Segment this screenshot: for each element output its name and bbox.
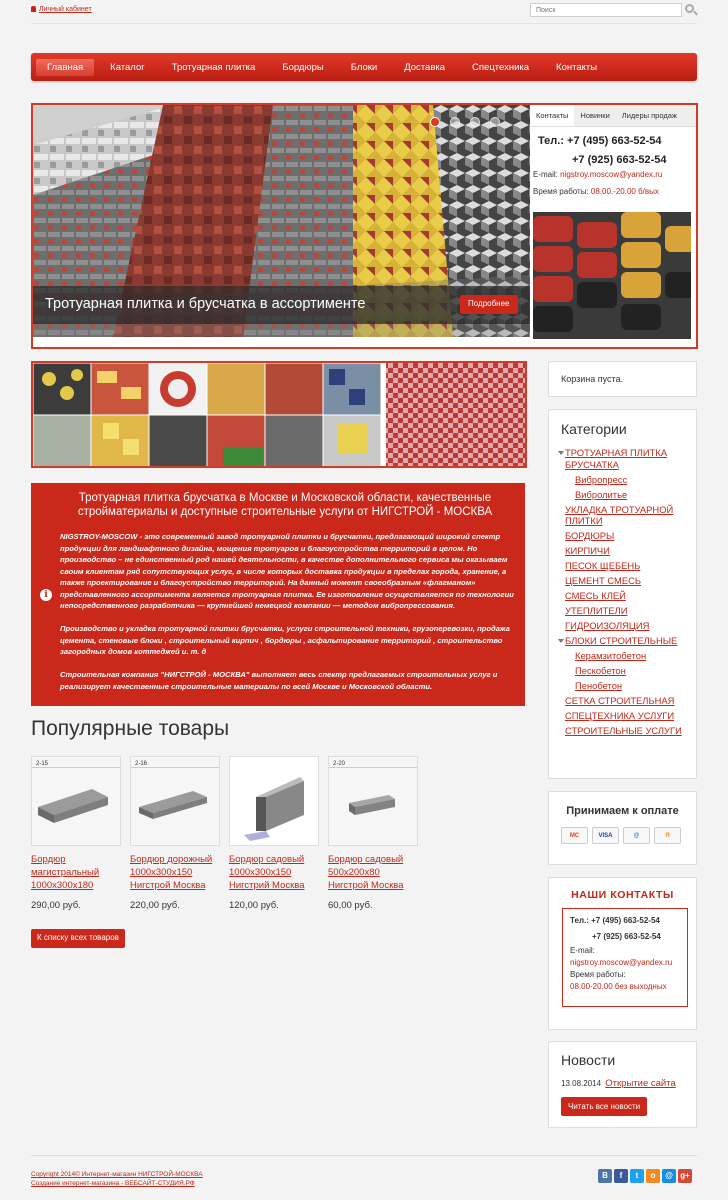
news-item <box>561 1078 696 1089</box>
all-news-button[interactable]: Читать все новости <box>561 1097 647 1116</box>
tab-new[interactable]: Новинки <box>580 111 610 120</box>
nav-item[interactable]: Бордюры <box>282 61 324 73</box>
category-link[interactable]: БЛОКИ СТРОИТЕЛЬНЫЕ <box>565 635 678 646</box>
top-bar <box>0 0 728 22</box>
product-grid <box>31 756 431 911</box>
category-link[interactable]: БОРДЮРЫ <box>565 530 615 541</box>
vk-icon[interactable]: В <box>598 1169 612 1183</box>
hours-label: Время работы: <box>570 970 626 979</box>
category-link[interactable]: СМЕСЬ КЛЕЙ <box>565 590 626 601</box>
category-link[interactable]: Керамзитобетон <box>575 650 647 661</box>
category-link[interactable]: Пескобетон <box>575 665 626 676</box>
webmoney-icon: @ <box>623 827 650 844</box>
category-item[interactable] <box>565 620 696 632</box>
category-item[interactable] <box>565 650 696 662</box>
category-item[interactable] <box>565 560 696 572</box>
user-icon <box>31 6 36 12</box>
phone-2: +7 (925) 663-52-54 <box>592 932 661 941</box>
news-date: 13.08.2014 <box>561 1079 602 1088</box>
slider-dot[interactable] <box>490 117 500 127</box>
category-link[interactable]: СПЕЦТЕХНИКА УСЛУГИ <box>565 710 675 721</box>
twitter-icon[interactable]: t <box>630 1169 644 1183</box>
slide-caption <box>33 286 530 324</box>
slider-dot[interactable] <box>470 117 480 127</box>
social-buttons <box>598 1169 692 1183</box>
facebook-icon[interactable]: f <box>614 1169 628 1183</box>
category-item[interactable] <box>565 590 696 602</box>
category-item[interactable] <box>565 695 696 707</box>
email-line: E-mail: nigstroy.moscow@yandex.ru <box>533 170 663 179</box>
product-name[interactable]: Бордюр садовый 1000х300х150 Нигстрий Москва <box>229 854 305 891</box>
cart-widget <box>548 361 697 397</box>
news-link[interactable]: Открытие сайта <box>605 1078 676 1089</box>
product-card[interactable] <box>130 756 220 911</box>
category-item[interactable] <box>565 605 696 617</box>
about-block <box>31 483 525 706</box>
account-link[interactable]: Личный кабинет <box>31 6 92 13</box>
email-label: E-mail: <box>570 946 595 955</box>
category-link[interactable]: ЦЕМЕНТ СМЕСЬ <box>565 575 642 586</box>
category-item[interactable] <box>565 489 696 501</box>
phone-1: Тел.: +7 (495) 663-52-54 <box>538 135 662 147</box>
about-text: NIGSTROY-MOSCOW - это современный завод тротуарной плитки и брусчатки, предлагающий широкий спектр продукции для ландшафтного дизайна, мощения тротуаров и благоустройства территорий в целом. Но производство – не единственный род нашей деятельности, в качестве дополнительного сервиса мы оказываем своим клиентам ряд сопутствующих услуг, в числе которых доставка продукции в пределах города, хранение, а также проектирование и благоустройство территорий. На данный момент своеобразным «флагманом» представленного ассортимента является тротуарная плитка. Ее изготовление осуществляется по технологии непосредственного разработчика — крупнейшей немецкой компании — методом вибропрессования. Производство и укладка тротуарной плитки брусчатки, услуги строительной техники, грузоперевозки, продажа цемента, стеновые блоки , строительный кирпич , бордюры , асфальтирование территорий , строительство загородных домов коттеджей и. т. д Строительная компания "НИГСТРОЙ - МОСКВА" выполняет весь спектр предлагаемых строительных услуг и реализирует качественные строительные материалы по всей Москве и Московской области. <box>60 532 514 691</box>
svg-text:2-20: 2-20 <box>333 761 346 767</box>
product-price: 60,00 руб. <box>328 900 373 911</box>
main-nav <box>31 53 697 81</box>
category-item[interactable] <box>565 665 696 677</box>
product-card[interactable] <box>31 756 121 911</box>
mailru-icon[interactable]: @ <box>662 1169 676 1183</box>
svg-text:2-16: 2-16 <box>135 761 148 767</box>
product-thumbnails <box>31 361 527 468</box>
hero-slider <box>31 103 698 349</box>
search-button[interactable] <box>684 3 698 17</box>
category-link[interactable]: ПЕСОК ЩЕБЕНЬ <box>565 560 641 571</box>
product-image[interactable] <box>229 756 319 846</box>
product-name[interactable]: Бордюр садовый 500х200х80 Нигстрой Москва <box>328 854 404 891</box>
category-link[interactable]: ГИДРОИЗОЛЯЦИЯ <box>565 620 650 631</box>
category-link[interactable]: ТРОТУАРНАЯ ПЛИТКА БРУСЧАТКА <box>565 447 668 470</box>
nav-item[interactable]: Блоки <box>350 61 378 73</box>
category-item[interactable] <box>565 635 696 647</box>
google-plus-icon[interactable]: g+ <box>678 1169 692 1183</box>
category-item[interactable] <box>565 725 696 737</box>
slider-dots <box>430 117 500 127</box>
category-link[interactable]: УТЕПЛИТЕЛИ <box>565 605 628 616</box>
phone-2: +7 (925) 663-52-54 <box>572 154 667 166</box>
mastercard-icon: MC <box>561 827 588 844</box>
paving-photo <box>533 212 691 339</box>
email-link[interactable]: nigstroy.moscow@yandex.ru <box>560 170 663 179</box>
nav-item[interactable]: Контакты <box>556 61 598 73</box>
category-link[interactable]: Вибролитье <box>575 488 628 500</box>
news-widget <box>548 1041 697 1128</box>
all-products-button[interactable]: К списку всех товаров <box>31 929 125 948</box>
svg-text:2-15: 2-15 <box>36 761 49 767</box>
payment-widget <box>548 791 697 865</box>
category-link[interactable]: Пенобетон <box>575 680 623 691</box>
slider-dot[interactable] <box>450 117 460 127</box>
categories-widget <box>548 409 697 779</box>
product-price: 120,00 руб. <box>229 900 279 911</box>
copyright-link[interactable]: Copyright 2014© Интернет-магазин НИГСТРОЙ-МОСКВА <box>31 1171 203 1178</box>
more-button[interactable]: Подробнее <box>460 295 518 314</box>
nav-item[interactable]: Спецтехника <box>472 61 530 73</box>
slider-dot[interactable] <box>430 117 440 127</box>
category-item[interactable] <box>565 545 696 557</box>
category-item[interactable] <box>565 504 696 527</box>
nav-item[interactable]: Каталог <box>110 61 145 73</box>
category-link[interactable]: УКЛАДКА ТРОТУАРНОЙ ПЛИТКИ <box>565 503 674 526</box>
news-title: Новости <box>561 1052 616 1068</box>
nav-item[interactable]: Тротуарная плитка <box>171 61 256 73</box>
category-item[interactable] <box>565 474 696 486</box>
info-icon: i <box>40 589 52 601</box>
product-name[interactable]: Бордюр магистральный 1000х300х180 <box>31 854 100 891</box>
nav-item[interactable]: Доставка <box>404 61 446 73</box>
product-price: 290,00 руб. <box>31 900 81 911</box>
hours-value: 08.00-20.00 без выходных <box>570 982 667 991</box>
email-link[interactable]: nigstroy.moscow@yandex.ru <box>570 958 673 967</box>
category-link[interactable]: КИРПИЧИ <box>565 545 610 556</box>
footer-copyright <box>31 1170 203 1188</box>
category-item[interactable] <box>565 710 696 722</box>
phone-1: Тел.: +7 (495) 663-52-54 <box>570 916 660 925</box>
category-item[interactable] <box>565 680 696 692</box>
category-link[interactable]: Вибропресс <box>575 473 628 485</box>
category-link[interactable]: СТРОИТЕЛЬНЫЕ УСЛУГИ <box>565 725 682 736</box>
product-image[interactable] <box>130 756 220 846</box>
visa-icon: VISA <box>592 827 619 844</box>
product-name[interactable]: Бордюр дорожный 1000х300х150 Нигстрой Москва <box>130 854 213 891</box>
popular-title: Популярные товары <box>31 717 230 740</box>
tab-contacts-panel <box>533 135 693 196</box>
tab-bestsellers[interactable]: Лидеры продаж <box>621 111 677 120</box>
search-input[interactable] <box>530 3 682 17</box>
hours-line: Время работы: 08.00.-20.00 б/вых <box>533 187 659 196</box>
studio-link[interactable]: Создание интернет-магазина - ВЕБСАЙТ-СТУДИЯ.РФ <box>31 1180 195 1187</box>
product-card[interactable] <box>328 756 418 911</box>
odnoklassniki-icon[interactable]: о <box>646 1169 660 1183</box>
our-contacts-title: НАШИ КОНТАКТЫ <box>571 889 674 901</box>
product-price: 220,00 руб. <box>130 900 180 911</box>
category-item[interactable] <box>565 530 696 542</box>
our-contacts-widget <box>548 877 697 1030</box>
categories-title: Категории <box>561 421 627 437</box>
tab-contacts[interactable]: Контакты <box>530 105 574 126</box>
yandex-money-icon: Я <box>654 827 681 844</box>
category-item[interactable] <box>565 575 696 587</box>
info-tabs <box>530 105 696 127</box>
cart-status: Корзина пуста. <box>561 374 624 384</box>
product-card[interactable] <box>229 756 319 911</box>
category-item[interactable] <box>565 447 696 470</box>
product-image[interactable] <box>328 756 418 846</box>
about-title: Тротуарная плитка брусчатка в Москве и Московской области, качественные стройматериалы и доступные строительные услуги от НИГСТРОЙ - МОСКВА <box>77 492 493 518</box>
category-link[interactable]: СЕТКА СТРОИТЕЛЬНАЯ <box>565 695 675 706</box>
payment-title: Принимаем к оплате <box>566 805 679 817</box>
slide-title: Тротуарная плитка и брусчатка в ассортименте <box>45 296 366 312</box>
product-image[interactable] <box>31 756 121 846</box>
nav-item[interactable]: Главная <box>36 59 94 76</box>
